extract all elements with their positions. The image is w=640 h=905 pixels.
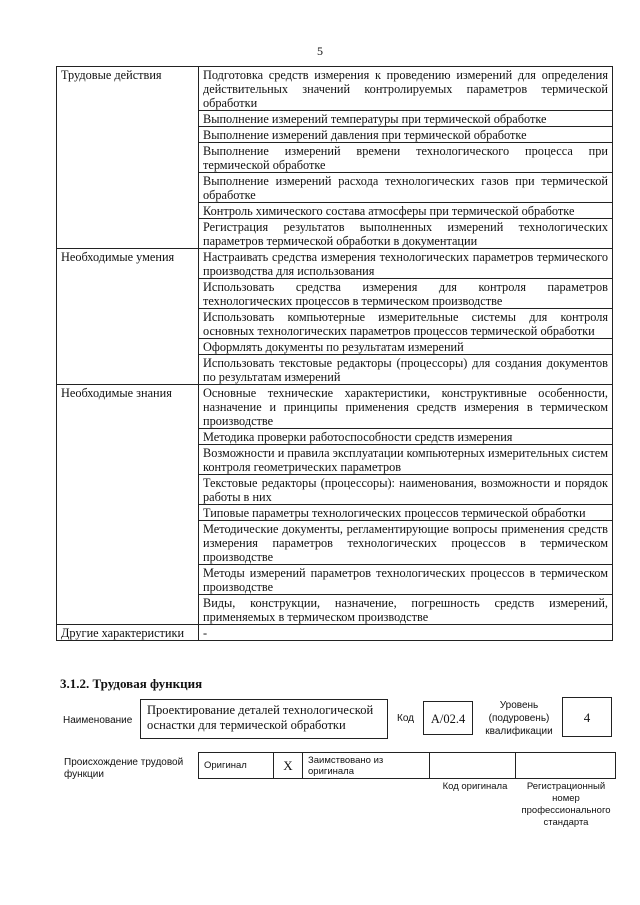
table-cell: - xyxy=(199,625,613,641)
table-cell: Возможности и правила эксплуатации компьютерных измерительных систем контроля геометрических параметров xyxy=(199,445,613,475)
section-label: Трудовые действия xyxy=(57,67,199,249)
table-cell: Выполнение измерений температуры при термической обработке xyxy=(199,111,613,127)
page-number: 5 xyxy=(317,44,323,58)
table-row xyxy=(57,625,613,641)
borrowed-label: Заимствовано из оригинала xyxy=(303,753,430,779)
table-cell: Контроль химического состава атмосферы при термической обработке xyxy=(199,203,613,219)
name-label: Наименование xyxy=(63,715,133,726)
table-cell: Регистрация результатов выполненных измерений технологических параметров термической обработки в документации xyxy=(199,219,613,249)
table-cell: Настраивать средства измерения технологических параметров термического производства для использования xyxy=(199,249,613,279)
original-code-cell xyxy=(430,753,516,779)
section-label: Другие характеристики xyxy=(57,625,199,641)
table-cell: Методические документы, регламентирующие вопросы применения средств измерения параметров технологических процессов в термическом производстве xyxy=(199,521,613,565)
table-cell: Методика проверки работоспособности средств измерения xyxy=(199,429,613,445)
table-cell: Типовые параметры технологических процессов термической обработки xyxy=(199,505,613,521)
level-value: 4 xyxy=(562,697,612,737)
registration-number-caption: Регистрационный номер профессионального стандарта xyxy=(521,781,611,828)
competency-table xyxy=(56,66,613,641)
level-label: Уровень (подуровень) квалификации xyxy=(485,700,553,737)
function-code: А/02.4 xyxy=(423,701,473,735)
origin-label: Происхождение трудовой функции xyxy=(64,757,184,780)
table-cell: Текстовые редакторы (процессоры): наименования, возможности и порядок работы в них xyxy=(199,475,613,505)
table-row xyxy=(57,385,613,429)
registration-number-cell xyxy=(516,753,616,779)
table-cell: Выполнение измерений времени технологического процесса при термической обработке xyxy=(199,143,613,173)
original-mark: X xyxy=(274,753,303,779)
original-label: Оригинал xyxy=(199,753,274,779)
table-cell: Выполнение измерений давления при термической обработке xyxy=(199,127,613,143)
table-row xyxy=(57,249,613,279)
table-cell: Использовать текстовые редакторы (процессоры) для создания документов по результатам измерений xyxy=(199,355,613,385)
table-cell: Использовать компьютерные измерительные системы для контроля основных технологических параметров процессов термической обработки xyxy=(199,309,613,339)
original-code-caption: Код оригинала xyxy=(442,781,508,792)
code-label: Код xyxy=(397,713,415,724)
origin-table xyxy=(198,752,616,779)
section-title: 3.1.2. Трудовая функция xyxy=(60,676,203,691)
table-cell: Подготовка средств измерения к проведению измерений для определения действительных значений контролируемых параметров термической обработки xyxy=(199,67,613,111)
table-cell: Виды, конструкции, назначение, погрешность средств измерений, применяемых в термическом производстве xyxy=(199,595,613,625)
table-cell: Оформлять документы по результатам измерений xyxy=(199,339,613,355)
section-label: Необходимые знания xyxy=(57,385,199,625)
table-cell: Выполнение измерений расхода технологических газов при термической обработке xyxy=(199,173,613,203)
function-name: Проектирование деталей технологической оснастки для термической обработки xyxy=(140,699,388,739)
table-cell: Методы измерений параметров технологических процессов в термическом производстве xyxy=(199,565,613,595)
table-row xyxy=(57,67,613,111)
table-cell: Использовать средства измерения для контроля параметров технологических процессов в термическом производстве xyxy=(199,279,613,309)
section-label: Необходимые умения xyxy=(57,249,199,385)
table-cell: Основные технические характеристики, конструктивные особенности, назначение и принципы применения средств измерения в термическом производстве xyxy=(199,385,613,429)
